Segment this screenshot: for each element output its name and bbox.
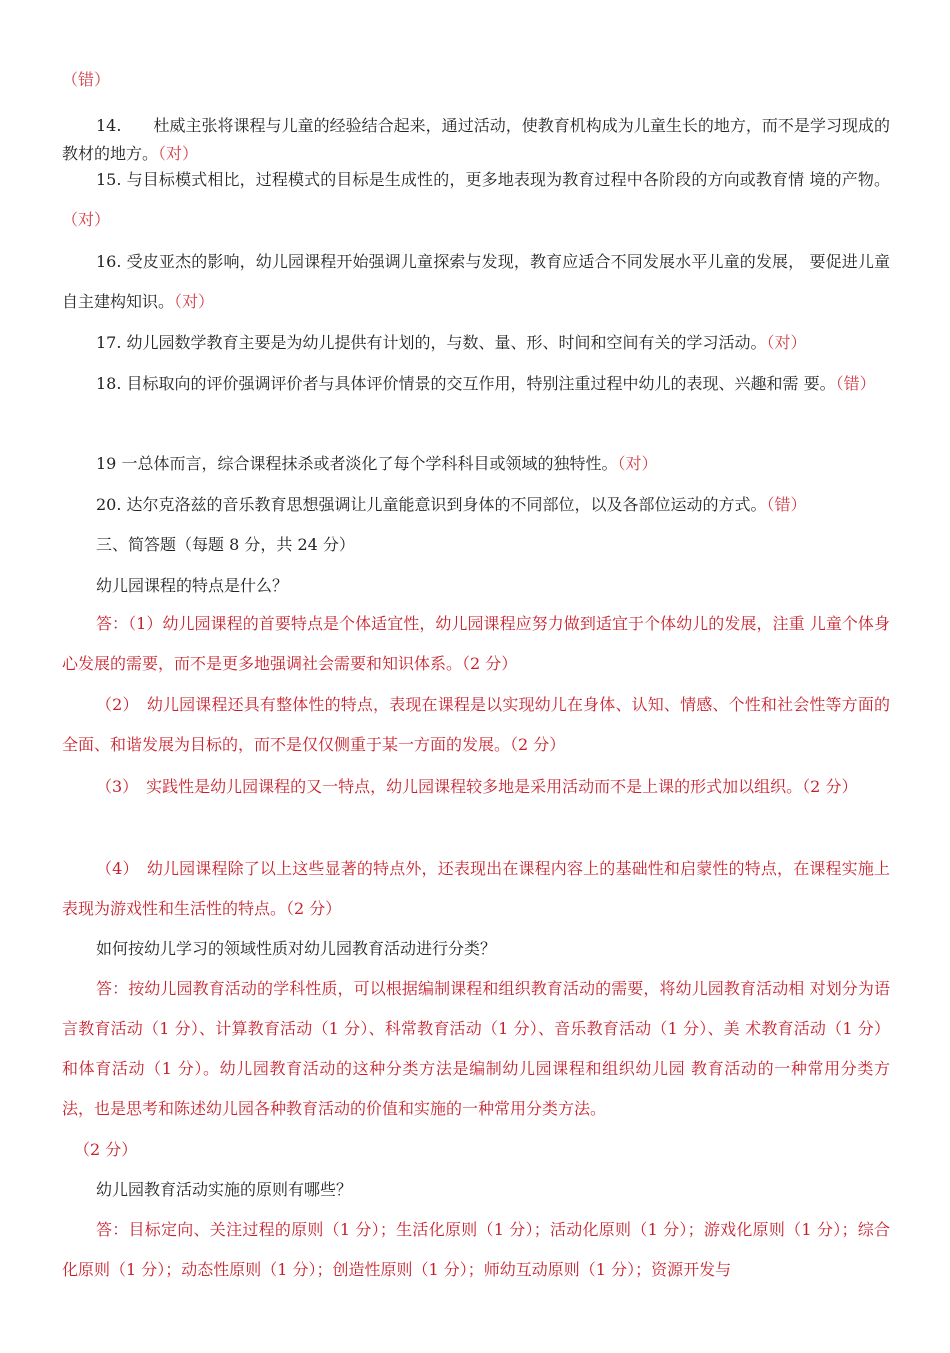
item-15 bbox=[62, 160, 890, 240]
item-0 bbox=[62, 60, 890, 100]
answer-2: 答：按幼儿园教育活动的学科性质，可以根据编制课程和组织教育活动的需要，将幼儿园教育活动相 对划分为语言教育活动（1 分）、计算教育活动（1 分）、科常教育活动（1 分）、音乐教育活动（1 分）、美 术教育活动（1 分）和体育活动（1 分）。幼儿园教育活动的这种分类方法是编制幼儿园课程和组织幼儿园 教育活动的一种常用分类方法，也是思考和陈述幼儿园各种教育活动的价值和实施的一种常用分类方法。 bbox=[62, 979, 890, 1118]
item-16 bbox=[62, 242, 890, 322]
answer-mark: （对） bbox=[766, 333, 807, 352]
item-19 bbox=[62, 444, 890, 484]
answer-1-part-4: （4） 幼儿园课程除了以上这些显著的特点外，还表现出在课程内容上的基础性和启蒙性的特点，在课程实施上表现为游戏性和生活性的特点。（2 分） bbox=[62, 859, 890, 918]
question-2: 如何按幼儿学习的领域性质对幼儿园教育活动进行分类？ bbox=[96, 939, 497, 958]
answer-1-part-3: （3） 实践性是幼儿园课程的又一特点，幼儿园课程较多地是采用活动而不是上课的形式加以组织。（2 分） bbox=[96, 777, 858, 796]
section-heading: 三、简答题（每题 8 分，共 24 分） bbox=[96, 535, 355, 554]
answer-mark: （对） bbox=[158, 144, 199, 163]
item-text: 17. 幼儿园数学教育主要是为幼儿提供有计划的，与数、量、形、时间和空间有关的学习活动。 bbox=[96, 333, 767, 352]
answer-1-part-1: 答：（1）幼儿园课程的首要特点是个体适宜性，幼儿园课程应努力做到适宜于个体幼儿的发展，注重 儿童个体身心发展的需要，而不是更多地强调社会需要和知识体系。（2 分） bbox=[62, 614, 890, 673]
answer-3: 答：目标定向、关注过程的原则（1 分）；生活化原则（1 分）；活动化原则（1 分）；游戏化原则（1 分）；综合化原则（1 分）；动态性原则（1 分）；创造性原则（1 分）；师幼互动原则（1 分）；资源开发与 bbox=[62, 1220, 890, 1279]
item-text: 19 一总体而言，综合课程抹杀或者淡化了每个学科科目或领域的独特性。 bbox=[96, 454, 618, 473]
question-3: 幼儿园教育活动实施的原则有哪些？ bbox=[96, 1180, 353, 1199]
answer-mark: （错） bbox=[835, 374, 876, 393]
answer-mark: （错） bbox=[766, 495, 807, 514]
answer-2-score: （2 分） bbox=[74, 1140, 138, 1159]
answer-mark: （错） bbox=[62, 70, 111, 89]
answer-1-part-2: （2） 幼儿园课程还具有整体性的特点，表现在课程是以实现幼儿在身体、认知、情感、个性和社会性等方面的全面、和谐发展为目标的，而不是仅仅侧重于某一方面的发展。（2 分） bbox=[62, 695, 890, 754]
question-1: 幼儿园课程的特点是什么？ bbox=[96, 576, 289, 595]
answer-mark: （对） bbox=[174, 292, 215, 311]
item-text: 16. 受皮亚杰的影响，幼儿园课程开始强调儿童探索与发现，教育应适合不同发展水平儿童的发展， 要促进儿童自主建构知识。 bbox=[62, 252, 890, 311]
answer-mark: （对） bbox=[617, 454, 658, 473]
item-17 bbox=[62, 323, 890, 363]
item-text: 14. 杜威主张将课程与儿童的经验结合起来，通过活动，使教育机构成为儿童生长的地方，而不是学习现成的教材的地方。 bbox=[62, 116, 890, 163]
answer-mark: （对） bbox=[62, 210, 111, 229]
item-20 bbox=[62, 485, 890, 525]
item-text: 15. 与目标模式相比，过程模式的目标是生成性的，更多地表现为教育过程中各阶段的方向或教育情 境的产物。 bbox=[96, 170, 890, 189]
item-text: 18. 目标取向的评价强调评价者与具体评价情景的交互作用，特别注重过程中幼儿的表现、兴趣和需 要。 bbox=[96, 374, 836, 393]
item-text: 20. 达尔克洛兹的音乐教育思想强调让儿童能意识到身体的不同部位，以及各部位运动的方式。 bbox=[96, 495, 767, 514]
item-18 bbox=[62, 364, 890, 404]
